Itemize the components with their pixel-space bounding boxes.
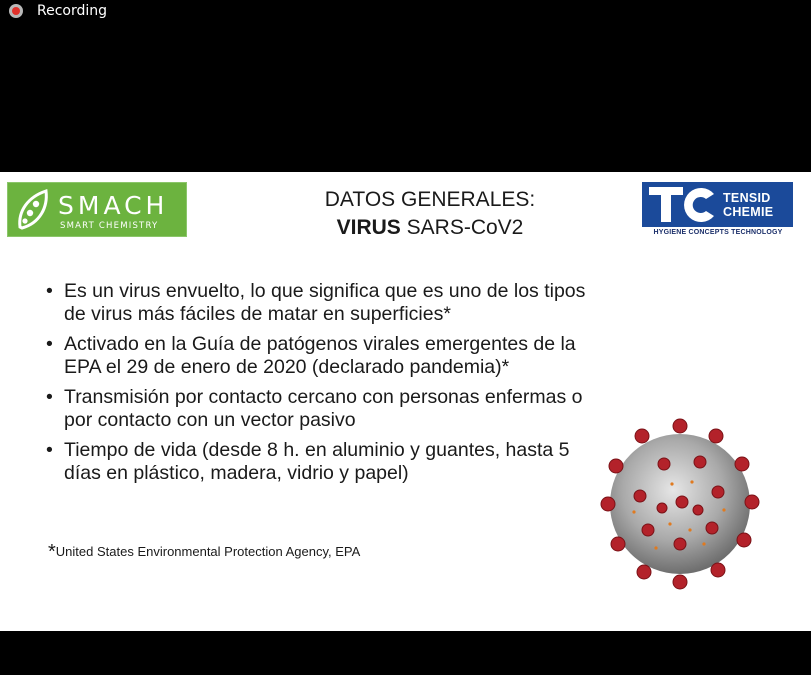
list-item: • Transmisión por contacto cercano con personas enfermas o por contacto con un vector pasivo bbox=[46, 386, 583, 431]
title-line-2 bbox=[280, 214, 580, 242]
bottom-bar bbox=[0, 631, 811, 675]
footnote-star: * bbox=[48, 541, 56, 563]
tc-name-line-2: CHEMIE bbox=[723, 205, 774, 219]
recording-label: Recording bbox=[37, 3, 108, 19]
list-item: • Activado en la Guía de patógenos virales emergentes de la EPA el 29 de enero de 2020 (declarado pandemia)* bbox=[46, 333, 576, 378]
footnote bbox=[48, 541, 360, 564]
tc-monogram-icon bbox=[648, 185, 716, 224]
tc-tagline: HYGIENE CONCEPTS TECHNOLOGY bbox=[653, 229, 783, 236]
list-item: • Es un virus envuelto, lo que significa que es uno de los tipos de virus más fáciles de matar en superficies* bbox=[46, 280, 586, 325]
footnote-text: United States Environmental Protection Agency, EPA bbox=[55, 544, 361, 559]
presentation-slide bbox=[0, 172, 811, 631]
title-bold: VIRUS bbox=[336, 216, 401, 239]
record-icon bbox=[9, 4, 23, 18]
coronavirus-illustration bbox=[600, 412, 760, 597]
tensid-chemie-logo bbox=[642, 182, 794, 240]
title-rest: SARS-CoV2 bbox=[406, 216, 524, 239]
bullet-list bbox=[44, 280, 594, 492]
leaf-icon bbox=[12, 187, 54, 232]
smach-tagline: SMART CHEMISTRY bbox=[60, 221, 159, 231]
tc-badge bbox=[642, 182, 793, 227]
smach-wordmark: SMACH bbox=[58, 191, 169, 220]
slide-title bbox=[280, 186, 580, 242]
title-line-1: DATOS GENERALES: bbox=[324, 188, 536, 211]
list-item: • Tiempo de vida (desde 8 h. en aluminio y guantes, hasta 5 días en plástico, madera, vidrio y papel) bbox=[46, 439, 570, 484]
smach-logo bbox=[7, 182, 187, 237]
recording-bar bbox=[0, 0, 811, 24]
tc-name-line-1: TENSID bbox=[723, 191, 771, 205]
